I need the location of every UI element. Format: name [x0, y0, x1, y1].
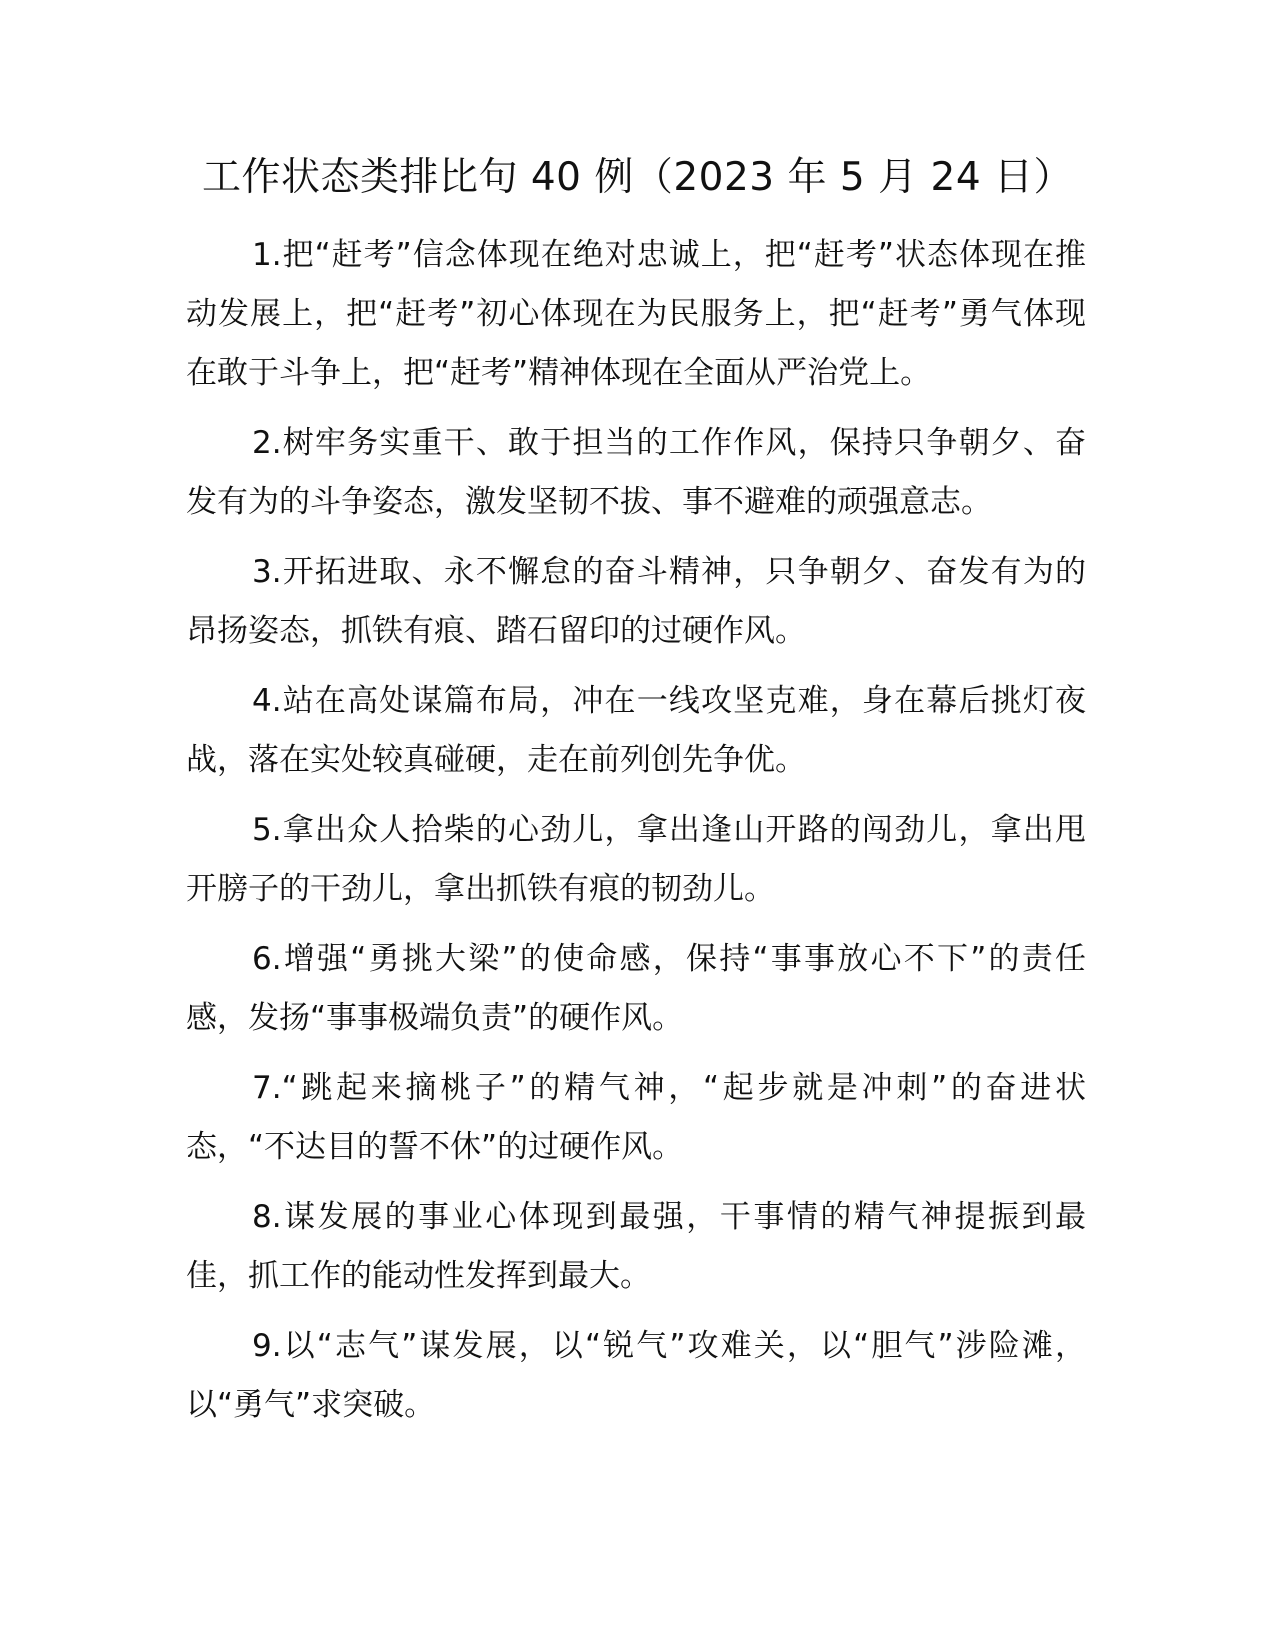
- document-body: [186, 226, 1086, 1446]
- paragraph-5: 5.拿出众人拾柴的心劲儿，拿出逢山开路的闯劲儿，拿出甩开膀子的干劲儿，拿出抓铁有痕的韧劲儿。: [186, 812, 1086, 907]
- paragraph-3: 3.开拓进取、永不懈怠的奋斗精神，只争朝夕、奋发有为的昂扬姿态，抓铁有痕、踏石留印的过硬作风。: [186, 554, 1086, 649]
- paragraph-2: 2.树牢务实重干、敢于担当的工作作风，保持只争朝夕、奋发有为的斗争姿态，激发坚韧不拔、事不避难的顽强意志。: [186, 425, 1086, 520]
- paragraph-7: 7.“跳起来摘桃子”的精气神，“起步就是冲刺”的奋进状态，“不达目的誓不休”的过硬作风。: [186, 1070, 1086, 1165]
- document-title: 工作状态类排比句 40 例（2023 年 5 月 24 日）: [201, 155, 1074, 200]
- paragraph-6: 6.增强“勇挑大梁”的使命感，保持“事事放心不下”的责任感，发扬“事事极端负责”的硬作风。: [186, 941, 1086, 1036]
- paragraph-1: 1.把“赶考”信念体现在绝对忠诚上，把“赶考”状态体现在推动发展上，把“赶考”初心体现在为民服务上，把“赶考”勇气体现在敢于斗争上，把“赶考”精神体现在全面从严治党上。: [186, 237, 1086, 391]
- paragraph-9: 9.以“志气”谋发展，以“锐气”攻难关，以“胆气”涉险滩，以“勇气”求突破。: [186, 1328, 1086, 1423]
- paragraph-4: 4.站在高处谋篇布局，冲在一线攻坚克难，身在幕后挑灯夜战，落在实处较真碰硬，走在前列创先争优。: [186, 683, 1086, 778]
- paragraph-8: 8.谋发展的事业心体现到最强，干事情的精气神提振到最佳，抓工作的能动性发挥到最大。: [186, 1199, 1086, 1294]
